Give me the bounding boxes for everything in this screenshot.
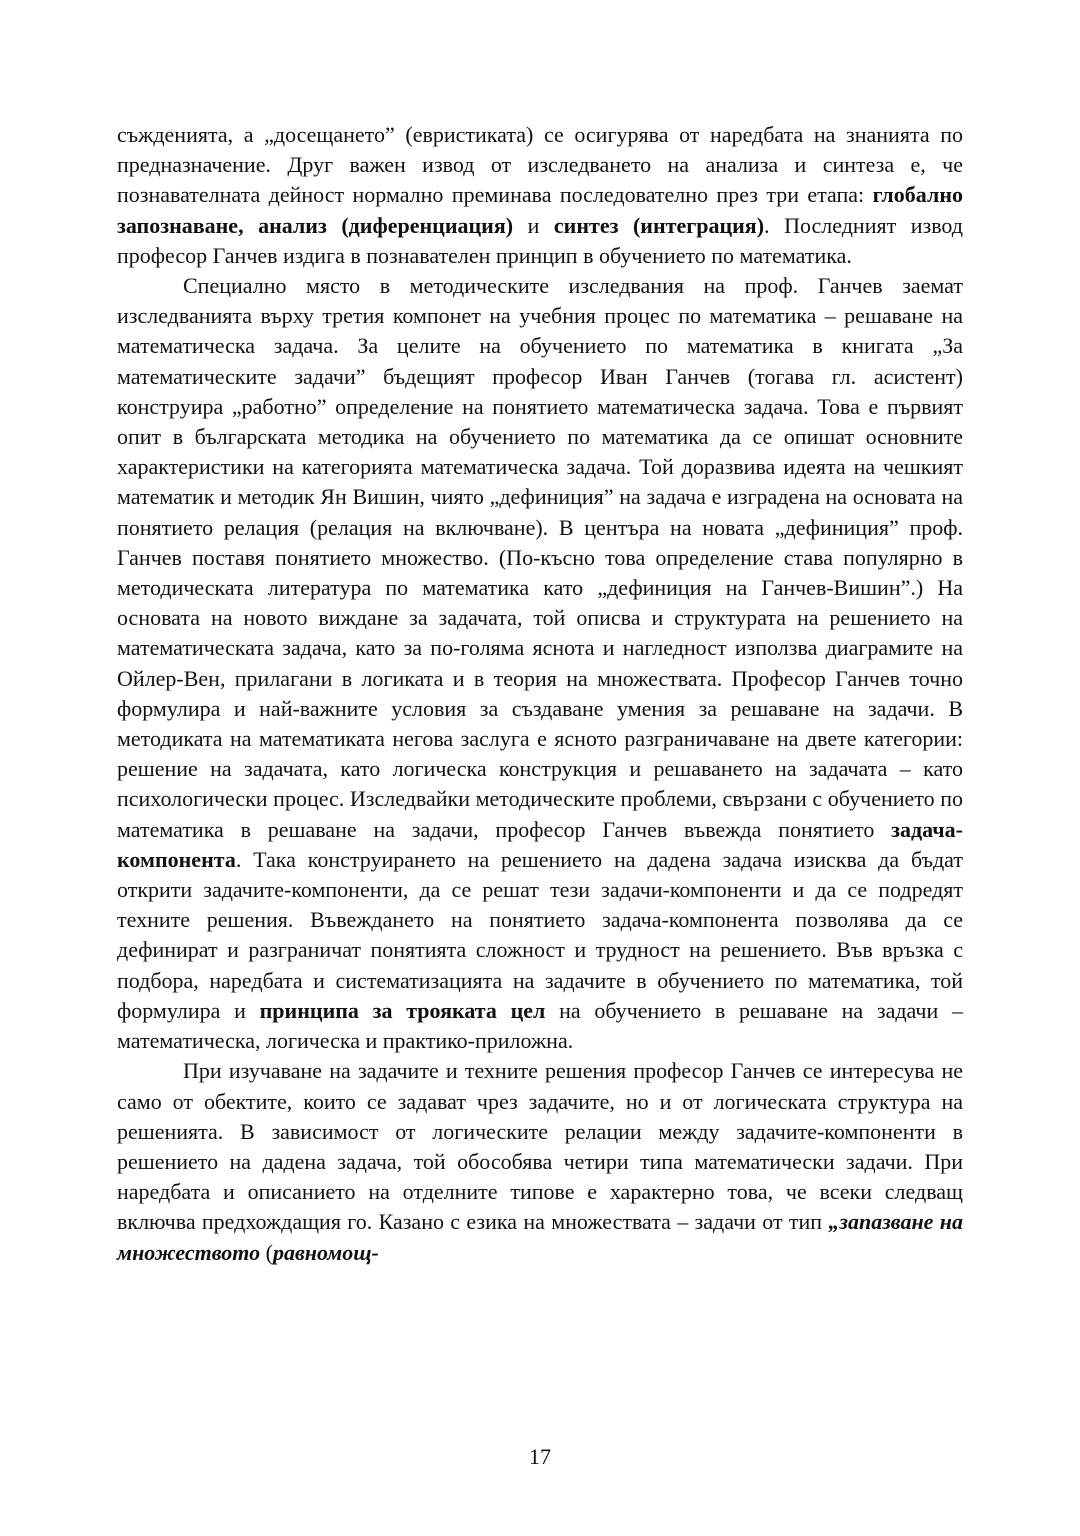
- bold-term: задача-компонента: [117, 816, 963, 872]
- text-run: и: [513, 212, 554, 238]
- bold-term: синтез (интеграция): [553, 212, 765, 238]
- page-body: [117, 120, 963, 1268]
- text-run: съжденията, а „досещането” (евристиката) се осигурява от наредбата на знанията по предназначение. Друг важен извод от изследването на анализа и синтеза е, че познавателната дейност нормално преминава последователно през три етапа:: [117, 122, 963, 208]
- text-run: Специално място в методическите изследвания на проф. Ганчев заемат изследванията върху третия компонет на учебния процес по математика – решаване на математическа задача. За целите на обучението по математика в книгата „За математическите задачи” бъдещият професор Иван Ганчев (тогава гл. асистент) конструира „работно” определение на понятието математическа задача. Това е първият опит в българската методика на обучението по математика да се опишат основните характеристики на категорията математическа задача. Той доразвива идеята на чешкият математик и методик Ян Вишин, чиято „дефиниция” на задача е изградена на основата на понятието релация (релация на включване). В центъра на новата „дефиниция” проф. Ганчев поставя понятието множество. (По-късно това определение става популярно в методическата литература по математика като „дефиниция на Ганчев-Вишин”.) На основата на новото виждане за задачата, той описва и структурата на решението на математическата задача, като за по-голяма яснота и нагледност използва диаграмите на Ойлер-Вен, прилагани в логиката и в теория на множествата. Професор Ганчев точно формулира и най-важните условия за създаване умения за решаване на задачи. В методиката на математиката негова заслуга е ясното разграничаване на двете категории: решение на задачата, като логическа конструкция и решаването на задачата – като психологически процес. Изследвайки методическите проблеми, свързани с обучението по математика в решаване на задачи, професор Ганчев въвежда понятието: [117, 273, 963, 842]
- text-run: . Последният извод професор Ганчев издига в познавателен принцип в обучението по математика.: [117, 212, 963, 268]
- paragraph: [117, 1056, 963, 1267]
- text-run: При изучаване на задачите и техните решения професор Ганчев се интересува не само от обектите, които се задават чрез задачите, но и от логическата структура на решенията. В зависимост от логическите релации между задачите-компоненти в решението на дадена задача, той обособява четири типа математически задачи. При наредбата и описанието на отделните типове е характерно това, че всеки следващ включва предхождащия го. Казано с езика на множествата – задачи от тип: [117, 1058, 963, 1235]
- paragraph: [117, 120, 963, 271]
- text-body: [117, 120, 963, 1268]
- bold-term: принципа за трояката цел: [259, 997, 546, 1023]
- bold-italic-term: равномощ-: [272, 1239, 379, 1265]
- bold-italic-term: „запазване на множеството: [117, 1209, 963, 1265]
- text-run: (: [260, 1239, 273, 1265]
- page-number: 17: [529, 1444, 551, 1469]
- bold-term: глобално запознаване, анализ (диференциация): [117, 182, 963, 238]
- text-run: на обучението в решаване на задачи – математическа, логическа и практико-приложна.: [117, 997, 963, 1054]
- text-run: . Така конструирането на решението на дадена задача изисква да бъдат открити задачите-компоненти, да се решат тези задачи-компоненти и да се подредят техните решения. Въвеждането на понятието задача-компонента позволява да се дефинират и разграничат понятията сложност и трудност на решението. Във връзка с подбора, наредбата и систематизацията на задачите в обучението по математика, той формулира и: [117, 846, 963, 1023]
- paragraph: [117, 271, 963, 1056]
